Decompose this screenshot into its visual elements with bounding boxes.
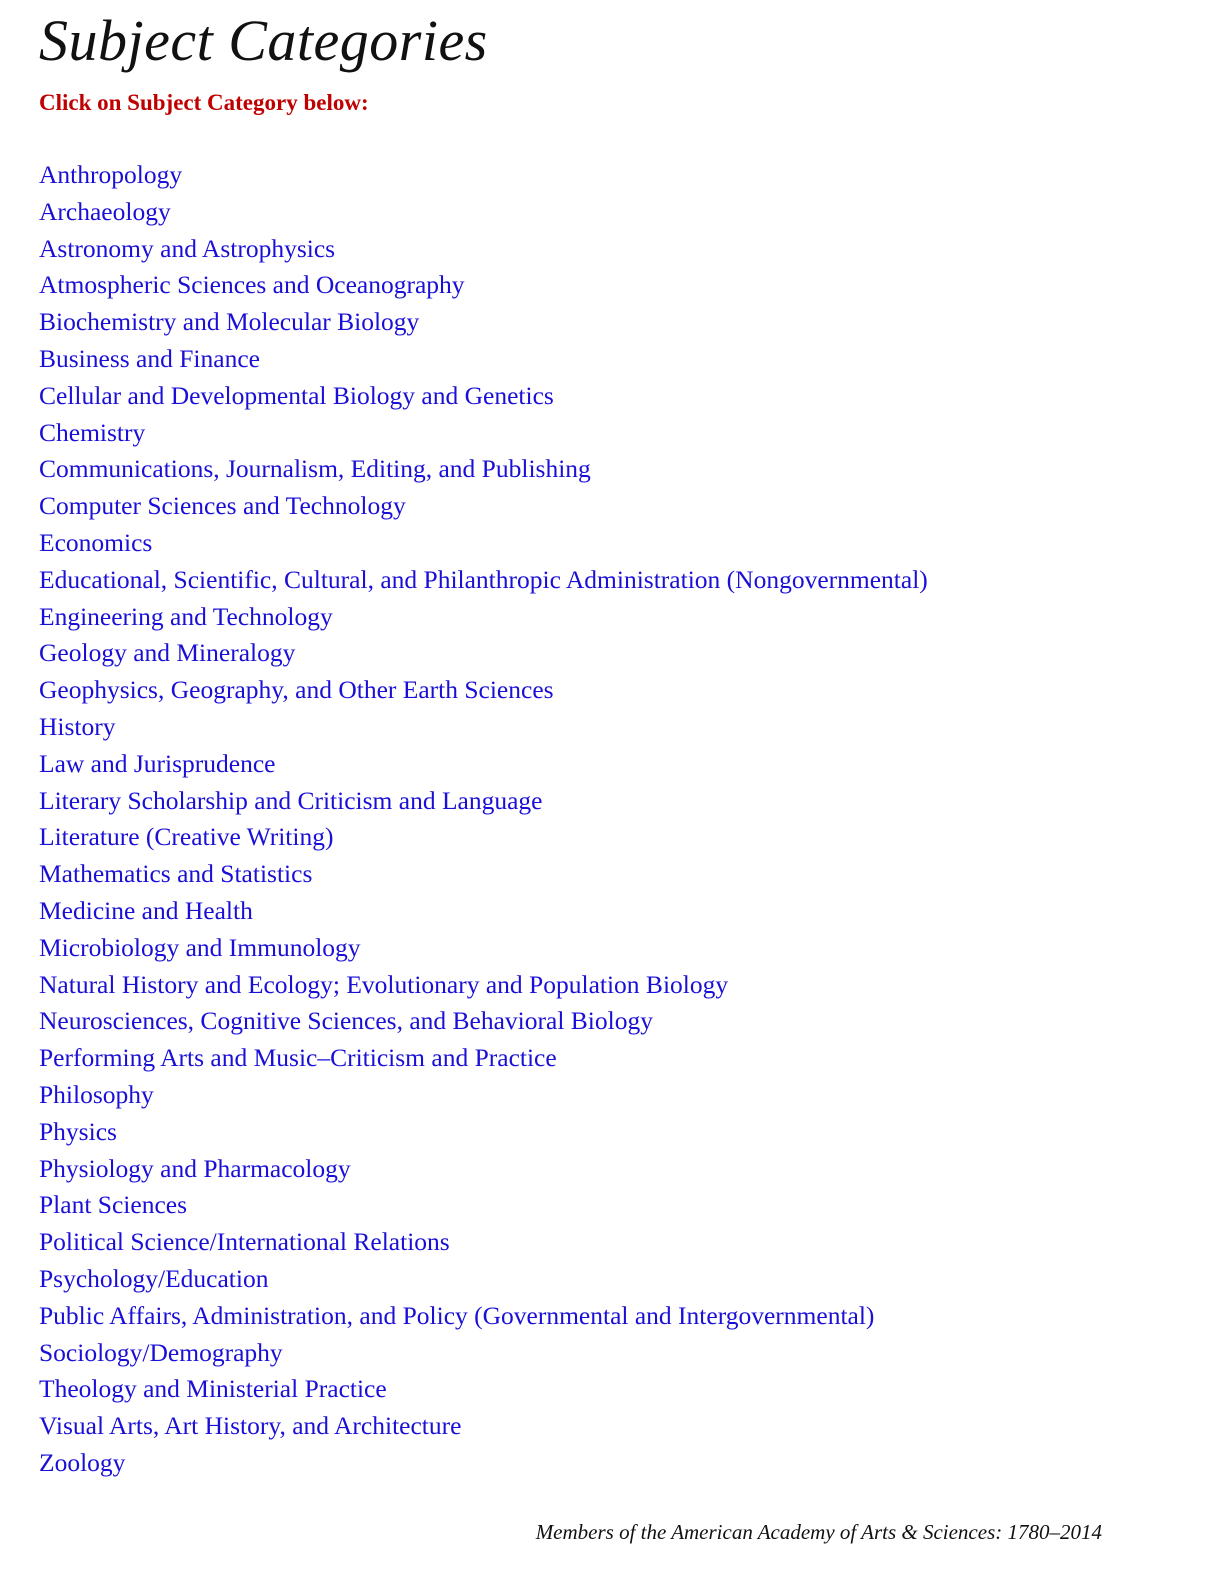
list-item: [39, 856, 928, 893]
category-link-psychology[interactable]: Psychology/Education: [39, 1263, 269, 1293]
category-link-educational-administration[interactable]: Educational, Scientific, Cultural, and Philanthropic Administration (Nongovernmental): [39, 564, 928, 594]
category-link-neurosciences[interactable]: Neurosciences, Cognitive Sciences, and Behavioral Biology: [39, 1006, 653, 1036]
category-link-theology[interactable]: Theology and Ministerial Practice: [39, 1374, 387, 1404]
list-item: [39, 231, 928, 268]
category-link-sociology[interactable]: Sociology/Demography: [39, 1337, 283, 1367]
list-item: [39, 1077, 928, 1114]
list-item: [39, 635, 928, 672]
category-link-natural-history[interactable]: Natural History and Ecology; Evolutionary and Population Biology: [39, 969, 729, 999]
category-link-medicine[interactable]: Medicine and Health: [39, 895, 253, 925]
list-item: [39, 488, 928, 525]
page-title: Subject Categories: [39, 8, 488, 73]
category-link-computer-sciences[interactable]: Computer Sciences and Technology: [39, 491, 406, 521]
list-item: [39, 1298, 928, 1335]
list-item: [39, 967, 928, 1004]
category-list: [39, 157, 928, 1482]
footer-note: Members of the American Academy of Arts & Sciences: 1780–2014: [535, 1520, 1102, 1544]
list-item: [39, 930, 928, 967]
category-link-anthropology[interactable]: Anthropology: [39, 160, 183, 189]
list-item: [39, 1003, 928, 1040]
list-item: [39, 746, 928, 783]
category-link-chemistry[interactable]: Chemistry: [39, 417, 146, 447]
category-link-geophysics[interactable]: Geophysics, Geography, and Other Earth Sciences: [39, 675, 554, 705]
category-link-biochemistry[interactable]: Biochemistry and Molecular Biology: [39, 307, 420, 337]
category-link-economics[interactable]: Economics: [39, 527, 153, 557]
list-item: [39, 304, 928, 341]
list-item: [39, 1187, 928, 1224]
list-item: [39, 599, 928, 636]
list-item: [39, 1151, 928, 1188]
category-link-zoology[interactable]: Zoology: [39, 1447, 126, 1477]
category-link-political-science[interactable]: Political Science/International Relations: [39, 1227, 450, 1257]
category-link-literary-scholarship[interactable]: Literary Scholarship and Criticism and Language: [39, 785, 543, 815]
category-link-mathematics[interactable]: Mathematics and Statistics: [39, 859, 313, 889]
list-item: [39, 525, 928, 562]
category-link-performing-arts[interactable]: Performing Arts and Music–Criticism and Practice: [39, 1043, 557, 1073]
list-item: [39, 157, 928, 194]
list-item: [39, 819, 928, 856]
list-item: [39, 1408, 928, 1445]
category-link-history[interactable]: History: [39, 711, 116, 741]
category-link-physics[interactable]: Physics: [39, 1116, 117, 1146]
category-link-visual-arts[interactable]: Visual Arts, Art History, and Architecture: [39, 1411, 462, 1441]
list-item: [39, 672, 928, 709]
list-item: [39, 1224, 928, 1261]
category-link-atmospheric-sciences[interactable]: Atmospheric Sciences and Oceanography: [39, 270, 465, 300]
list-item: [39, 1371, 928, 1408]
list-item: [39, 1114, 928, 1151]
list-item: [39, 194, 928, 231]
list-item: [39, 1261, 928, 1298]
list-item: [39, 378, 928, 415]
category-link-archaeology[interactable]: Archaeology: [39, 196, 171, 226]
list-item: [39, 709, 928, 746]
category-link-engineering[interactable]: Engineering and Technology: [39, 601, 333, 631]
list-item: [39, 341, 928, 378]
category-link-literature[interactable]: Literature (Creative Writing): [39, 822, 334, 852]
category-link-communications[interactable]: Communications, Journalism, Editing, and Publishing: [39, 454, 591, 484]
category-link-astronomy[interactable]: Astronomy and Astrophysics: [39, 233, 336, 263]
list-item: [39, 783, 928, 820]
category-link-business[interactable]: Business and Finance: [39, 343, 260, 373]
category-link-plant-sciences[interactable]: Plant Sciences: [39, 1190, 188, 1220]
list-item: [39, 562, 928, 599]
category-link-physiology[interactable]: Physiology and Pharmacology: [39, 1153, 351, 1183]
category-link-cellular-biology[interactable]: Cellular and Developmental Biology and Genetics: [39, 380, 554, 410]
list-item: [39, 451, 928, 488]
list-item: [39, 1040, 928, 1077]
category-link-philosophy[interactable]: Philosophy: [39, 1079, 154, 1109]
category-link-geology[interactable]: Geology and Mineralogy: [39, 638, 296, 668]
instruction-text: Click on Subject Category below:: [39, 90, 369, 115]
list-item: [39, 267, 928, 304]
category-link-microbiology[interactable]: Microbiology and Immunology: [39, 932, 361, 962]
list-item: [39, 893, 928, 930]
category-link-public-affairs[interactable]: Public Affairs, Administration, and Policy (Governmental and Intergovernmental): [39, 1300, 875, 1330]
list-item: [39, 415, 928, 452]
list-item: [39, 1335, 928, 1372]
category-link-law[interactable]: Law and Jurisprudence: [39, 748, 276, 778]
list-item: [39, 1445, 928, 1482]
